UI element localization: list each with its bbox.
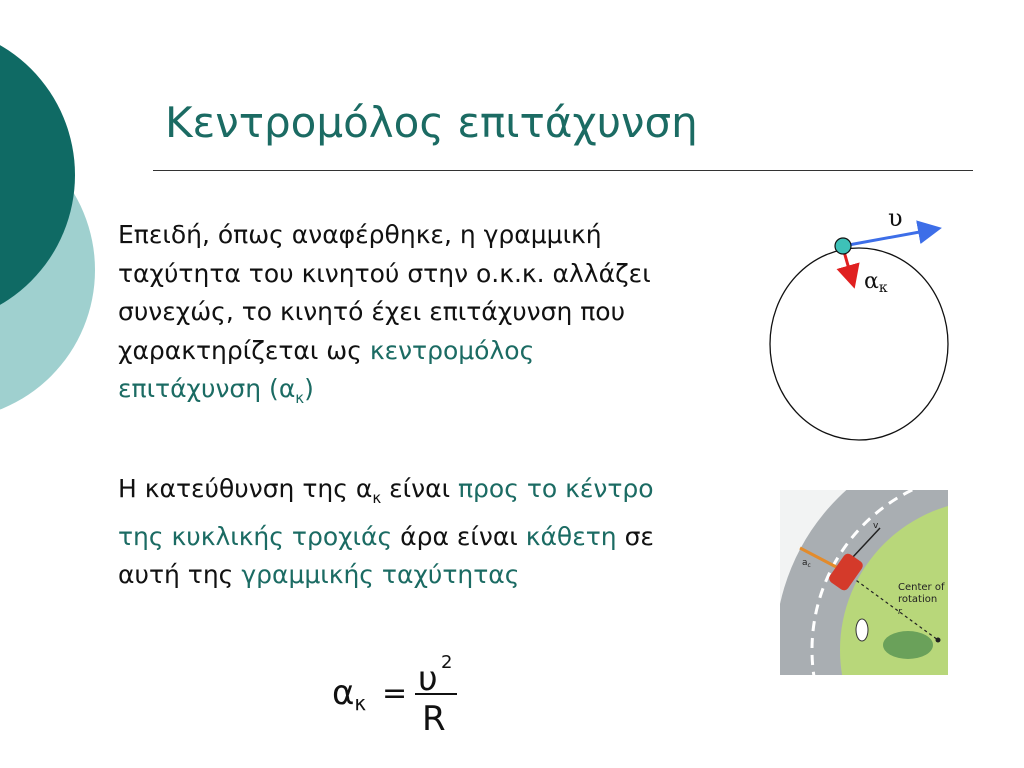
perpendicular-text: κάθετη [525, 521, 617, 551]
title-divider [153, 170, 973, 171]
photo-v-label: v [873, 521, 879, 531]
paragraph-1 [118, 216, 678, 418]
paragraph-1-text: Επειδή, όπως αναφέρθηκε, η γραμμική ταχύτητα του κινητού στην ο.κ.κ. αλλάζει συνεχώς, το κινητό έχει επιτάχυνση που χαρακτηρίζεται ως [118, 220, 651, 365]
slide-title: Κεντρομόλος επιτάχυνση [165, 98, 698, 147]
formula-lhs [332, 673, 366, 715]
photo-center-label-line1: Center of [898, 582, 945, 593]
car-rotation-illustration [780, 490, 948, 675]
particle-dot [835, 238, 851, 254]
photo-center-label-line2: rotation [898, 594, 938, 605]
circular-path [770, 248, 948, 440]
photo-a-label-base: a [802, 558, 808, 568]
circular-motion-diagram [760, 200, 960, 450]
acceleration-label-sub: κ [878, 280, 888, 296]
linear-velocity-text: γραμμικής ταχύτητας [241, 560, 520, 589]
formula-exponent: 2 [441, 652, 453, 673]
paragraph-2 [118, 470, 678, 595]
centripetal-term-text: κεντρομόλος επιτάχυνση (α [118, 335, 535, 403]
pond [883, 631, 933, 659]
paragraph-2-part2: είναι [381, 474, 458, 503]
formula-equals: = [382, 676, 408, 711]
photo-a-label-sub: c [807, 562, 811, 569]
rotation-center-dot [936, 638, 941, 643]
centripetal-formula [330, 646, 470, 746]
direction-to-center-text: προς το κέντρο της κυκλικής τροχιάς [118, 474, 654, 551]
paragraph-2-part1: Η κατεύθυνση της α [118, 474, 373, 503]
formula-lhs-base: α [332, 673, 355, 713]
cow [856, 619, 868, 641]
centripetal-term-sub: κ [295, 389, 305, 407]
formula-denominator: R [422, 699, 446, 739]
formula-numerator: υ [418, 659, 438, 699]
paragraph-2-part3: άρα είναι [392, 521, 526, 551]
acceleration-label-base: α [864, 269, 879, 294]
formula-lhs-sub: κ [354, 691, 367, 715]
paragraph-2-sub: κ [372, 489, 382, 507]
photo-r-label: r [898, 607, 902, 617]
acceleration-label [864, 269, 888, 296]
velocity-label: υ [888, 204, 903, 232]
paragraph-2-part4: σε αυτή της [118, 521, 654, 589]
centripetal-term-close: ) [304, 374, 314, 403]
